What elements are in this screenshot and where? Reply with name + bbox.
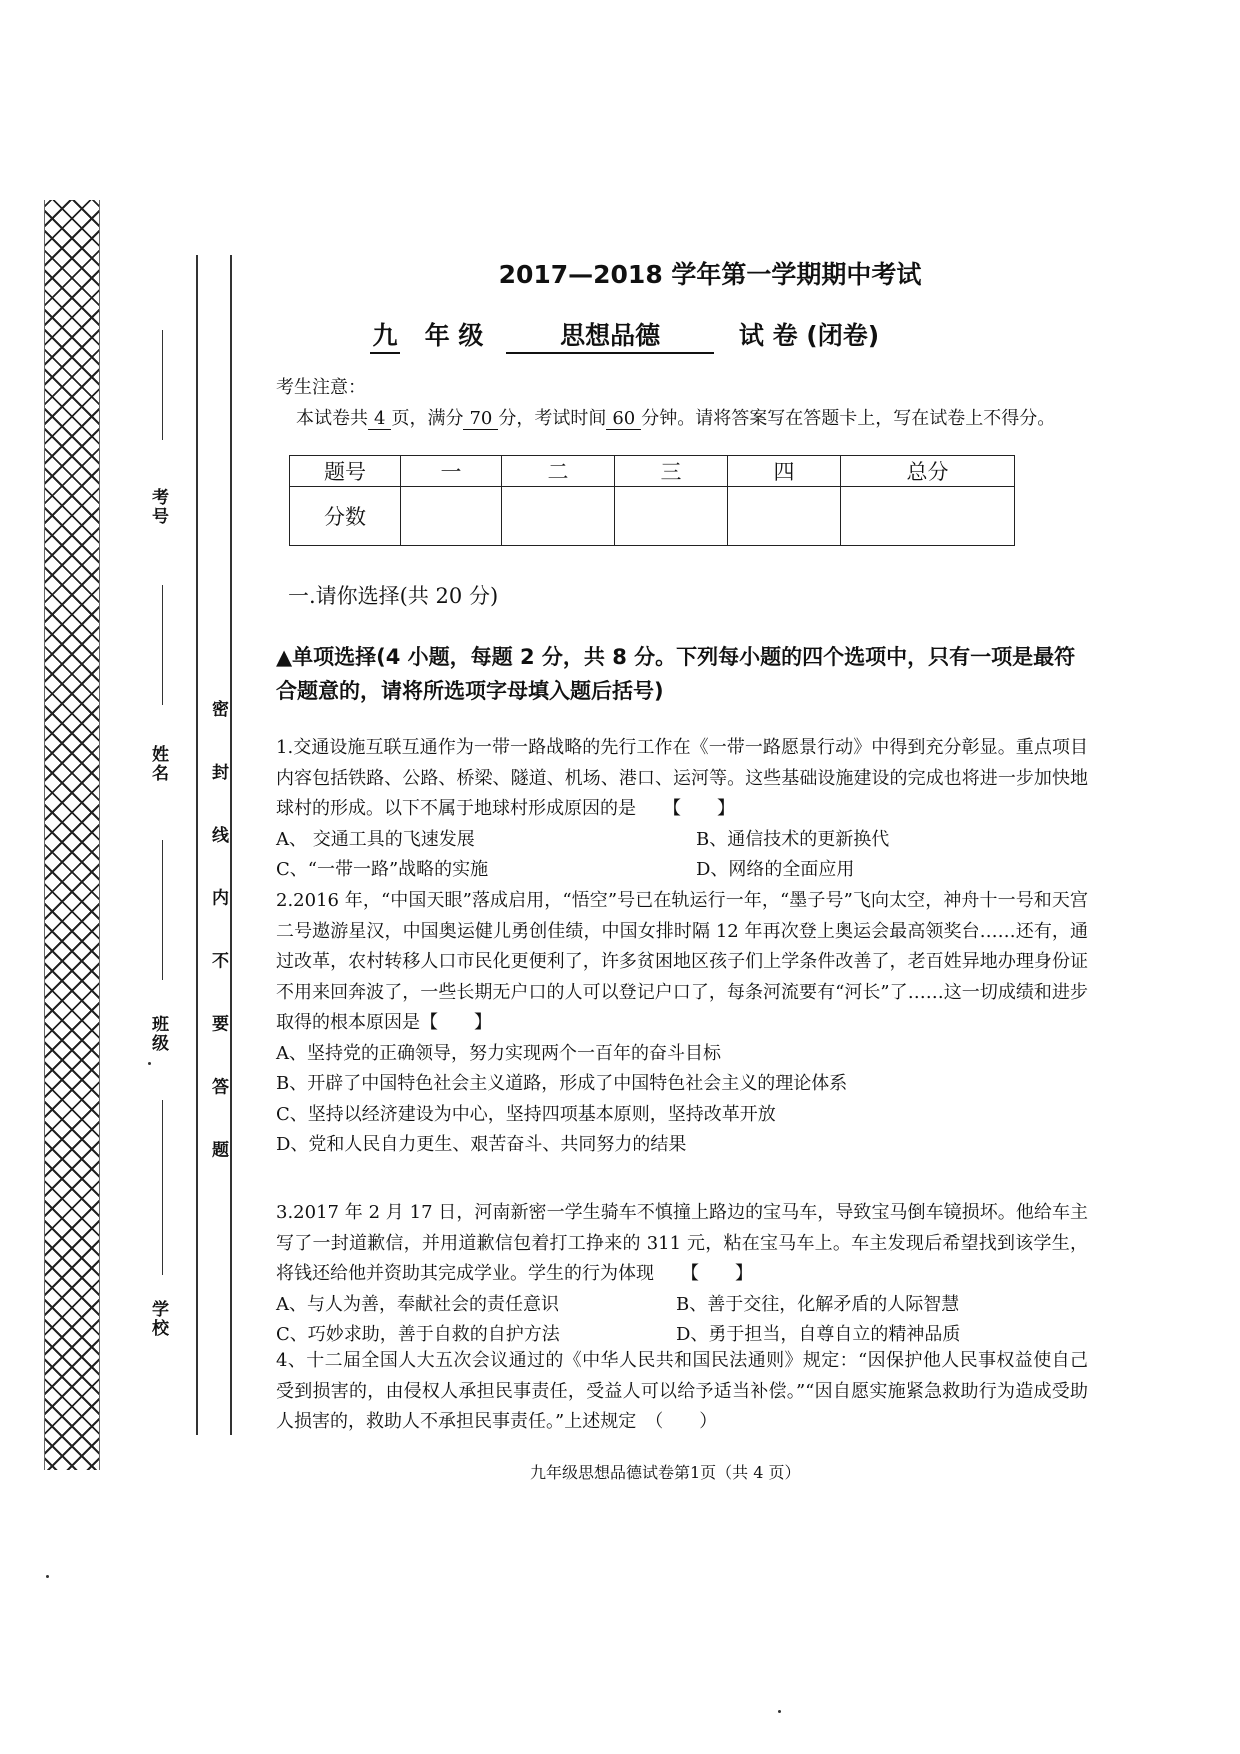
score-cell [841,487,1015,546]
question-stem: 4、十二届全国人大五次会议通过的《中华人民共和国民法通则》规定：“因保护他人民事权益使自己受到损害的，由侵权人承担民事责任，受益人可以给予适当补偿。”“因自愿实施紧急救助行为造成受助人损害的，救助人不承担民事责任。”上述规定 （ ） [276,1350,1088,1432]
option-b: B、通信技术的更新换代 [696,828,890,850]
score-table [289,455,1015,546]
seal-line-notice: 密 封 线 内 不 要 答 题 [208,700,228,1178]
exam-number-line [162,330,163,440]
notice-heading: 考生注意： [276,377,366,398]
option-d: D、党和人民自力更生、艰苦奋斗、共同努力的结果 [276,1134,687,1155]
school-line [162,1100,163,1275]
question-stem: 2.2016 年，“中国天眼”落成启用，“悟空”号已在轨运行一年，“墨子号”飞向太空，神舟十一号和天宫二号遨游星汉，中国奥运健儿勇创佳绩，中国女排时隔 12 年再次登上奥运会最高领奖台……还有，通过改革，农村转移人口市民化更便利了，许多贫困地区孩子们上学条件改善了，老百姓异地办理身份证不用来回奔波了，一些长期无户口的人可以登记户口了，每条河流要有“河长”了……这一切成绩和进步取得的根本原因是【 】 [276,890,1088,1033]
score-table-score-row [290,487,1015,546]
scan-speck [778,1710,781,1713]
name-label: 姓名 [148,745,168,783]
binding-line [196,255,198,1435]
page-footer: 九年级思想品德试卷第1页（共 4 页） [530,1463,801,1482]
scan-speck [46,1575,49,1578]
full-score-value: 70 [463,408,498,430]
scan-speck [148,1062,151,1065]
option-row [276,855,1088,886]
option-a: A、 交通工具的飞速发展 [276,828,475,850]
option-b: B、开辟了中国特色社会主义道路，形成了中国特色社会主义的理论体系 [276,1073,848,1094]
paper-type: 试 卷 (闭卷) [738,321,880,350]
table-header-cell: 三 [615,456,728,487]
question-stem: 1.交通设施互联互通作为一带一路战略的先行工作在《一带一路愿景行动》中得到充分彰显。重点项目内容包括铁路、公路、桥梁、隧道、机场、港口、运河等。这些基础设施建设的完成也将进一步加快地球村的形成。以下不属于地球村形成原因的是 【 】 [276,737,1088,819]
score-cell [401,487,502,546]
time-value: 60 [606,408,641,430]
option-d: D、勇于担当，自尊自立的精神品质 [676,1324,961,1345]
notice-text-part: 分，考试时间 [498,408,607,429]
notice-text [276,403,1086,434]
option-c: C、巧妙求助，善于自救的自护方法 [276,1324,560,1345]
grade-value: 九 [370,316,400,354]
score-cell [615,487,728,546]
school-label: 学校 [148,1300,168,1338]
option-c: C、“一带一路”战略的实施 [276,859,489,880]
question-stem: 3.2017 年 2 月 17 日，河南新密一学生骑车不慎撞上路边的宝马车，导致宝马倒车镜损坏。他给车主写了一封道歉信，并用道歉信包着打工挣来的 311 元，粘在宝马车上。车主发现后希望找到该学生，将钱还给他并资助其完成学业。学生的行为体现 【 】 [276,1202,1088,1284]
score-cell [728,487,841,546]
exam-notice [276,372,1086,434]
grade-suffix: 年 级 [424,321,484,350]
table-header-cell: 二 [502,456,615,487]
option-row [276,825,1088,856]
table-header-cell: 总分 [841,456,1015,487]
notice-text-part: 本试卷共 [296,408,368,429]
question-1 [276,733,1088,886]
option-b: B、善于交往，化解矛盾的人际智慧 [676,1293,960,1315]
name-line [162,585,163,705]
option-d: D、网络的全面应用 [696,859,855,880]
exam-number-label: 考号 [148,488,168,526]
question-4 [276,1346,1088,1438]
table-header-cell: 一 [401,456,502,487]
section-instruction: ▲单项选择(4 小题，每题 2 分，共 8 分。下列每小题的四个选项中，只有一项是最符合题意的，请将所选项字母填入题后括号) [276,645,1076,703]
table-header-cell: 题号 [290,456,401,487]
option-a: A、坚持党的正确领导，努力实现两个一百年的奋斗目标 [276,1042,721,1064]
notice-text-part: 页，满分 [391,408,464,429]
score-table-header-row [290,456,1015,487]
section-title: 一.请你选择(共 20 分) [288,584,499,608]
question-3 [276,1198,1088,1351]
subject-value: 思想品德 [506,316,714,354]
option-row [276,1290,1088,1321]
option-c: C、坚持以经济建设为中心，坚持四项基本原则，坚持改革开放 [276,1103,776,1125]
pages-value: 4 [368,408,391,430]
class-line [162,840,163,980]
option-a: A、与人为善，奉献社会的责任意识 [276,1293,559,1315]
exam-title: 2017—2018 学年第一学期期中考试 [498,260,922,289]
exam-subtitle [370,316,879,354]
binding-pattern [44,200,100,1470]
notice-text-part: 分钟。请将答案写在答题卡上，写在试卷上不得分。 [641,408,1056,429]
table-header-cell: 四 [728,456,841,487]
class-label: 班级 [148,1015,168,1053]
score-cell [502,487,615,546]
question-2 [276,886,1088,1161]
table-row-label: 分数 [290,487,401,546]
